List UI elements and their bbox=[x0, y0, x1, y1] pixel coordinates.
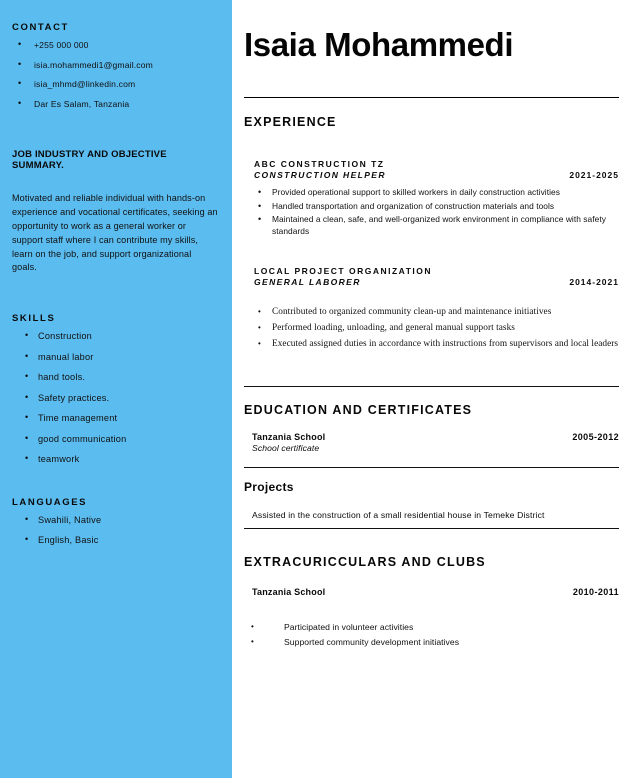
skill-label: good communication bbox=[38, 433, 127, 444]
spacer bbox=[12, 119, 218, 149]
job-title-row bbox=[254, 169, 619, 180]
language-label: Swahili, Native bbox=[38, 514, 102, 525]
spacer bbox=[244, 529, 619, 555]
contact-email: isia.mohammedi1@gmail.com bbox=[34, 59, 153, 70]
education-heading: EDUCATION AND CERTIFICATES bbox=[244, 403, 473, 418]
spacer bbox=[244, 129, 619, 159]
list-item bbox=[244, 338, 619, 351]
skill-label: Construction bbox=[38, 331, 92, 342]
project-description: Assisted in the construction of a small residential house in Temeke District bbox=[252, 510, 545, 521]
contact-list bbox=[12, 40, 218, 110]
job-title-row bbox=[254, 276, 619, 287]
education-section bbox=[244, 403, 619, 453]
list-item bbox=[244, 622, 619, 634]
list-item bbox=[12, 331, 218, 343]
list-item bbox=[12, 60, 218, 71]
list-item bbox=[244, 322, 619, 335]
contact-phone: +255 000 000 bbox=[34, 40, 89, 50]
spacer bbox=[12, 475, 218, 497]
spacer bbox=[244, 63, 619, 97]
extracurricular-row bbox=[244, 587, 619, 597]
sidebar bbox=[0, 0, 232, 778]
spacer bbox=[244, 354, 619, 386]
job-bullets bbox=[244, 306, 619, 351]
list-item bbox=[244, 201, 619, 213]
experience-entry bbox=[244, 266, 619, 351]
job-organization: LOCAL PROJECT ORGANIZATION bbox=[254, 266, 432, 277]
objective-heading: JOB INDUSTRY AND OBJECTIVE SUMMARY. bbox=[12, 148, 167, 171]
spacer bbox=[244, 494, 619, 510]
list-item bbox=[244, 187, 619, 199]
spacer bbox=[244, 597, 619, 615]
bullet-text: Participated in volunteer activities bbox=[284, 622, 414, 633]
list-item bbox=[12, 79, 218, 90]
extracurricular-dates: 2010-2011 bbox=[572, 587, 619, 598]
list-item bbox=[12, 99, 218, 110]
projects-heading: Projects bbox=[244, 480, 294, 495]
bullet-text: Contributed to organized community clean-up and maintenance initiatives bbox=[272, 307, 552, 318]
list-item bbox=[12, 372, 218, 384]
languages-heading: LANGUAGES bbox=[12, 496, 88, 508]
list-item bbox=[244, 306, 619, 319]
job-title: CONSTRUCTION HELPER bbox=[254, 169, 386, 180]
bullet-text: Maintained a clean, safe, and well-organized work environment in compliance with safety standards bbox=[272, 214, 606, 237]
bullet-text: Provided operational support to skilled workers in daily construction activities bbox=[272, 186, 560, 197]
languages-list bbox=[12, 515, 218, 547]
job-header bbox=[244, 159, 619, 180]
contact-location: Dar Es Salam, Tanzania bbox=[34, 99, 130, 110]
spacer bbox=[12, 275, 218, 313]
experience-heading: EXPERIENCE bbox=[244, 114, 337, 129]
page-title: Isaia Mohammedi bbox=[244, 26, 514, 63]
extracurriculars-heading: EXTRACURICCULARS AND CLUBS bbox=[244, 555, 486, 570]
extracurriculars-section bbox=[244, 555, 619, 648]
list-item bbox=[12, 434, 218, 446]
education-row bbox=[252, 432, 619, 442]
list-item bbox=[12, 393, 218, 405]
education-dates: 2005-2012 bbox=[572, 432, 619, 443]
bullet-text: Executed assigned duties in accordance with instructions from supervisors and local leaders bbox=[272, 339, 619, 350]
spacer bbox=[244, 98, 619, 115]
job-dates: 2014-2021 bbox=[569, 277, 619, 288]
spacer bbox=[244, 240, 619, 266]
spacer bbox=[244, 417, 619, 432]
job-dates: 2021-2025 bbox=[569, 169, 619, 180]
job-bullets bbox=[244, 187, 619, 239]
bullet-text: Handled transportation and organization of construction materials and tools bbox=[272, 200, 555, 211]
list-item bbox=[12, 40, 218, 51]
list-item bbox=[12, 413, 218, 425]
language-label: English, Basic bbox=[38, 535, 99, 546]
education-entry bbox=[244, 432, 619, 453]
extracurricular-school: Tanzania School bbox=[252, 587, 326, 598]
education-school: Tanzania School bbox=[252, 432, 326, 443]
skill-label: Time management bbox=[38, 413, 118, 424]
job-header bbox=[244, 266, 619, 287]
list-item bbox=[244, 637, 619, 649]
objective-summary-text: Motivated and reliable individual with hands-on experience and vocational certificates, seeking an opportunity to work as a general worker or support staff where I can contribute my skills, learn on the job, and support organizational goals. bbox=[12, 192, 218, 273]
skills-list bbox=[12, 331, 218, 466]
list-item bbox=[12, 352, 218, 364]
contact-heading: CONTACT bbox=[12, 22, 69, 33]
skills-heading: SKILLS bbox=[12, 313, 56, 325]
spacer bbox=[244, 569, 619, 587]
spacer bbox=[244, 287, 619, 299]
list-item bbox=[12, 454, 218, 466]
list-item bbox=[12, 535, 218, 547]
skill-label: teamwork bbox=[38, 454, 80, 465]
education-certificate: School certificate bbox=[252, 443, 320, 454]
list-item bbox=[244, 214, 619, 238]
spacer bbox=[244, 468, 619, 480]
contact-linkedin: isia_mhmd@linkedin.com bbox=[34, 79, 136, 90]
main-content bbox=[232, 0, 631, 778]
skill-label: hand tools. bbox=[38, 372, 86, 383]
job-organization: ABC CONSTRUCTION TZ bbox=[254, 158, 385, 169]
bullet-text: Supported community development initiatives bbox=[284, 636, 460, 647]
job-title: GENERAL LABORER bbox=[254, 277, 361, 288]
spacer bbox=[12, 178, 218, 192]
bullet-text: Performed loading, unloading, and general manual support tasks bbox=[272, 323, 515, 334]
experience-entry bbox=[244, 159, 619, 239]
spacer bbox=[244, 520, 619, 528]
skill-label: manual labor bbox=[38, 351, 94, 362]
list-item bbox=[12, 515, 218, 527]
projects-section bbox=[244, 480, 619, 520]
skill-label: Safety practices. bbox=[38, 392, 110, 403]
extracurricular-bullets bbox=[244, 622, 619, 648]
spacer bbox=[244, 453, 619, 467]
spacer bbox=[244, 387, 619, 403]
